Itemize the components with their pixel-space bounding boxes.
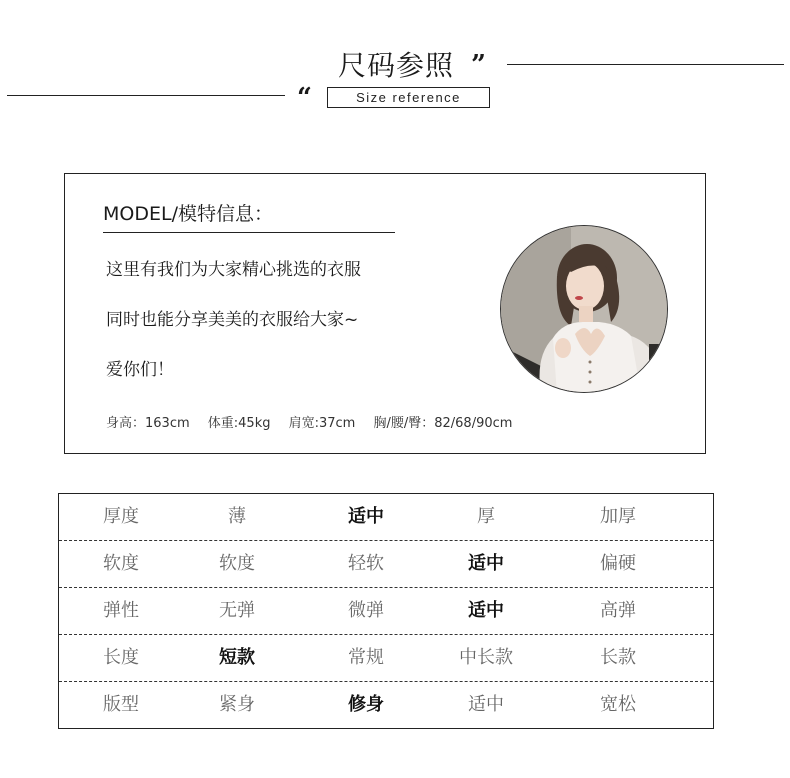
attribute-row-thickness [59, 494, 713, 541]
attribute-row-length [59, 635, 713, 682]
attribute-option-selected: 修身 [348, 694, 384, 715]
model-measurements [106, 414, 526, 434]
model-bust-waist-hip: 胸/腰/臀：82/68/90cm [373, 416, 513, 431]
attribute-option-selected: 短款 [219, 647, 255, 668]
opening-quote-mark: “ [297, 83, 312, 113]
model-card-line: 这里有我们为大家精心挑选的衣服 [106, 260, 361, 280]
attribute-option: 轻软 [348, 553, 384, 574]
model-card-line: 爱你们！ [106, 360, 174, 380]
attribute-option-selected: 适中 [468, 553, 504, 574]
model-info-card [64, 173, 706, 454]
attribute-option: 适中 [468, 694, 504, 715]
closing-quote-mark: ” [471, 50, 486, 80]
header-rule-right [507, 64, 784, 65]
attribute-label: 版型 [103, 694, 139, 715]
attribute-option: 宽松 [600, 694, 636, 715]
attribute-option: 偏硬 [600, 553, 636, 574]
attribute-option: 常规 [348, 647, 384, 668]
fabric-attribute-table [58, 493, 714, 729]
attribute-option: 紧身 [219, 694, 255, 715]
attribute-option: 微弹 [348, 600, 384, 621]
attribute-row-elasticity [59, 588, 713, 635]
attribute-row-softness [59, 541, 713, 588]
attribute-option: 薄 [228, 506, 246, 527]
page-title: 尺码参照 [338, 49, 455, 82]
attribute-label: 弹性 [103, 600, 139, 621]
attribute-label: 厚度 [103, 506, 139, 527]
attribute-option: 软度 [219, 553, 255, 574]
attribute-row-fit [59, 682, 713, 729]
attribute-option-selected: 适中 [468, 600, 504, 621]
attribute-option: 高弹 [600, 600, 636, 621]
attribute-label: 软度 [103, 553, 139, 574]
model-card-line: 同时也能分享美美的衣服给大家~ [106, 310, 359, 330]
model-card-title-rule [103, 232, 395, 233]
attribute-option: 无弹 [219, 600, 255, 621]
attribute-option: 厚 [477, 506, 495, 527]
attribute-option: 长款 [600, 647, 636, 668]
attribute-option: 加厚 [600, 506, 636, 527]
model-height: 身高：163cm [106, 416, 190, 431]
model-weight: 体重:45kg [207, 416, 271, 431]
model-card-title: MODEL/模特信息： [103, 203, 273, 225]
attribute-option: 中长款 [459, 647, 513, 668]
model-shoulder-width: 肩宽:37cm [288, 416, 356, 431]
attribute-option-selected: 适中 [348, 506, 384, 527]
model-photo [500, 225, 668, 393]
page-subtitle: Size reference [327, 87, 490, 108]
attribute-label: 长度 [103, 647, 139, 668]
header-rule-left [7, 95, 285, 96]
